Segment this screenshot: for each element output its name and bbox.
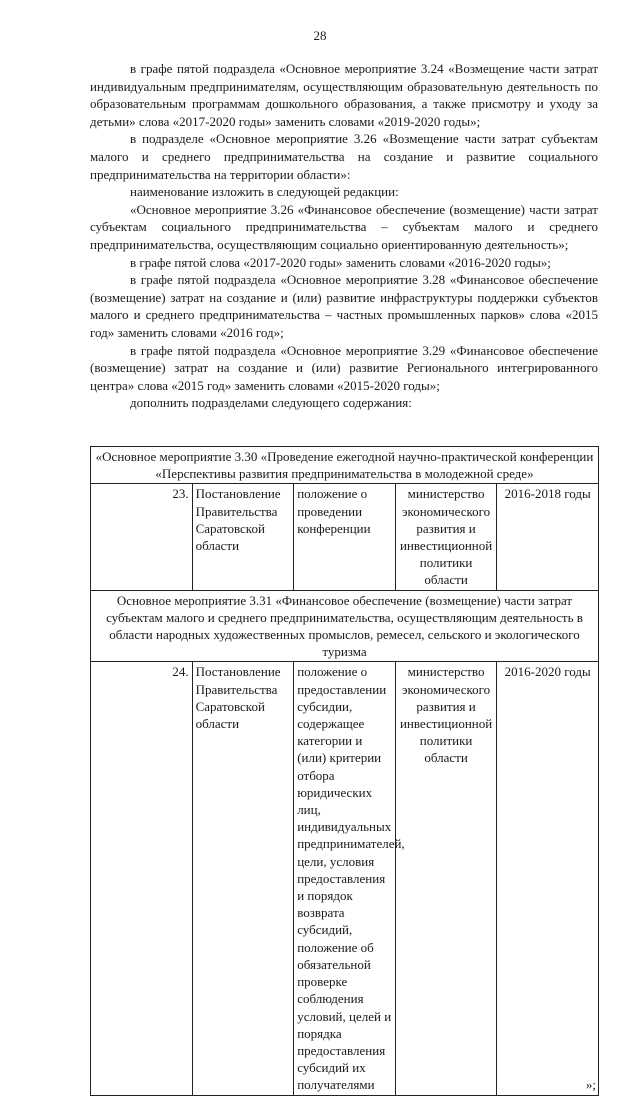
measures-table bbox=[90, 446, 599, 1096]
paragraph-3: наименование изложить в следующей редакции: bbox=[130, 184, 399, 200]
table-section-row bbox=[91, 447, 599, 484]
paragraph-5: в графе пятой слова «2017-2020 годы» заменить словами «2016-2020 годы»; bbox=[130, 254, 551, 270]
paragraph-6: в графе пятой подраздела «Основное мероприятие 3.28 «Финансовое обеспечение (возмещение) затрат на создание и (или) развитие инфраструктуры поддержки субъектов малого и среднего предпринимательства – частных промышленных парков» слова «2015 год» заменить словами «2016 год»; bbox=[90, 272, 598, 340]
document-type: Постановление Правительства Саратовской области bbox=[192, 484, 294, 590]
section-heading-3-31: Основное мероприятие 3.31 «Финансовое обеспечение (возмещение) части затрат субъектам малого и среднего предпринимательства, осуществляющим деятельность в области народных художественных промыслов, ремесел, сельского и экологического туризма bbox=[91, 590, 599, 662]
executor: министерство экономического развития и инвестиционной политики области bbox=[395, 662, 497, 1095]
period: 2016-2020 годы bbox=[504, 664, 591, 680]
paragraph-4: «Основное мероприятие 3.26 «Финансовое обеспечение (возмещение) части затрат субъектам социального предпринимательства – субъектам малого и среднего предпринимательства, осуществляющим социально ориентированную деятельность»; bbox=[90, 201, 598, 252]
table-section-row bbox=[91, 590, 599, 662]
period: 2016-2018 годы bbox=[497, 484, 599, 590]
body-text bbox=[90, 60, 598, 412]
document-content: положение о предоставлении субсидии, содержащее категории и (или) критерии отбора юридических лиц, индивидуальных предпринимателей, цели, условия предоставления и порядок возврата субсидий, положение об обязательной проверке соблюдения условий, целей и порядка предоставления субсидий их получателями bbox=[294, 662, 396, 1095]
paragraph-2: в подразделе «Основное мероприятие 3.26 «Возмещение части затрат субъектам малого и среднего предпринимательства на создание и развитие социального предпринимательства на территории области»: bbox=[90, 131, 598, 182]
page-number: 28 bbox=[313, 28, 327, 43]
paragraph-7: в графе пятой подраздела «Основное мероприятие 3.29 «Финансовое обеспечение (возмещение) затрат на создание и (или) развитие Регионального интегрированного центра» слова «2015 год» заменить словами «2015-2020 годы»; bbox=[90, 342, 598, 393]
paragraph-1: в графе пятой подраздела «Основное мероприятие 3.24 «Возмещение части затрат индивидуальным предпринимателям, осуществляющим образовательную деятельность по образовательным программам дошкольного образования, а также присмотру и уходу за детьми» слова «2017-2020 годы» заменить словами «2019-2020 годы»; bbox=[90, 61, 598, 129]
section-heading-3-30: «Основное мероприятие 3.30 «Проведение ежегодной научно-практической конференции «Перспективы развития предпринимательства в молодежной среде» bbox=[91, 447, 599, 484]
document-content: положение о проведении конференции bbox=[294, 484, 396, 590]
period-cell bbox=[497, 662, 599, 1095]
closing-quote: »; bbox=[585, 1077, 596, 1093]
executor: министерство экономического развития и инвестиционной политики области bbox=[395, 484, 497, 590]
row-number: 24. bbox=[91, 662, 193, 1095]
table-row bbox=[91, 662, 599, 1095]
document-type: Постановление Правительства Саратовской области bbox=[192, 662, 294, 1095]
table-row bbox=[91, 484, 599, 590]
paragraph-8: дополнить подразделами следующего содержания: bbox=[130, 395, 412, 411]
row-number: 23. bbox=[91, 484, 193, 590]
